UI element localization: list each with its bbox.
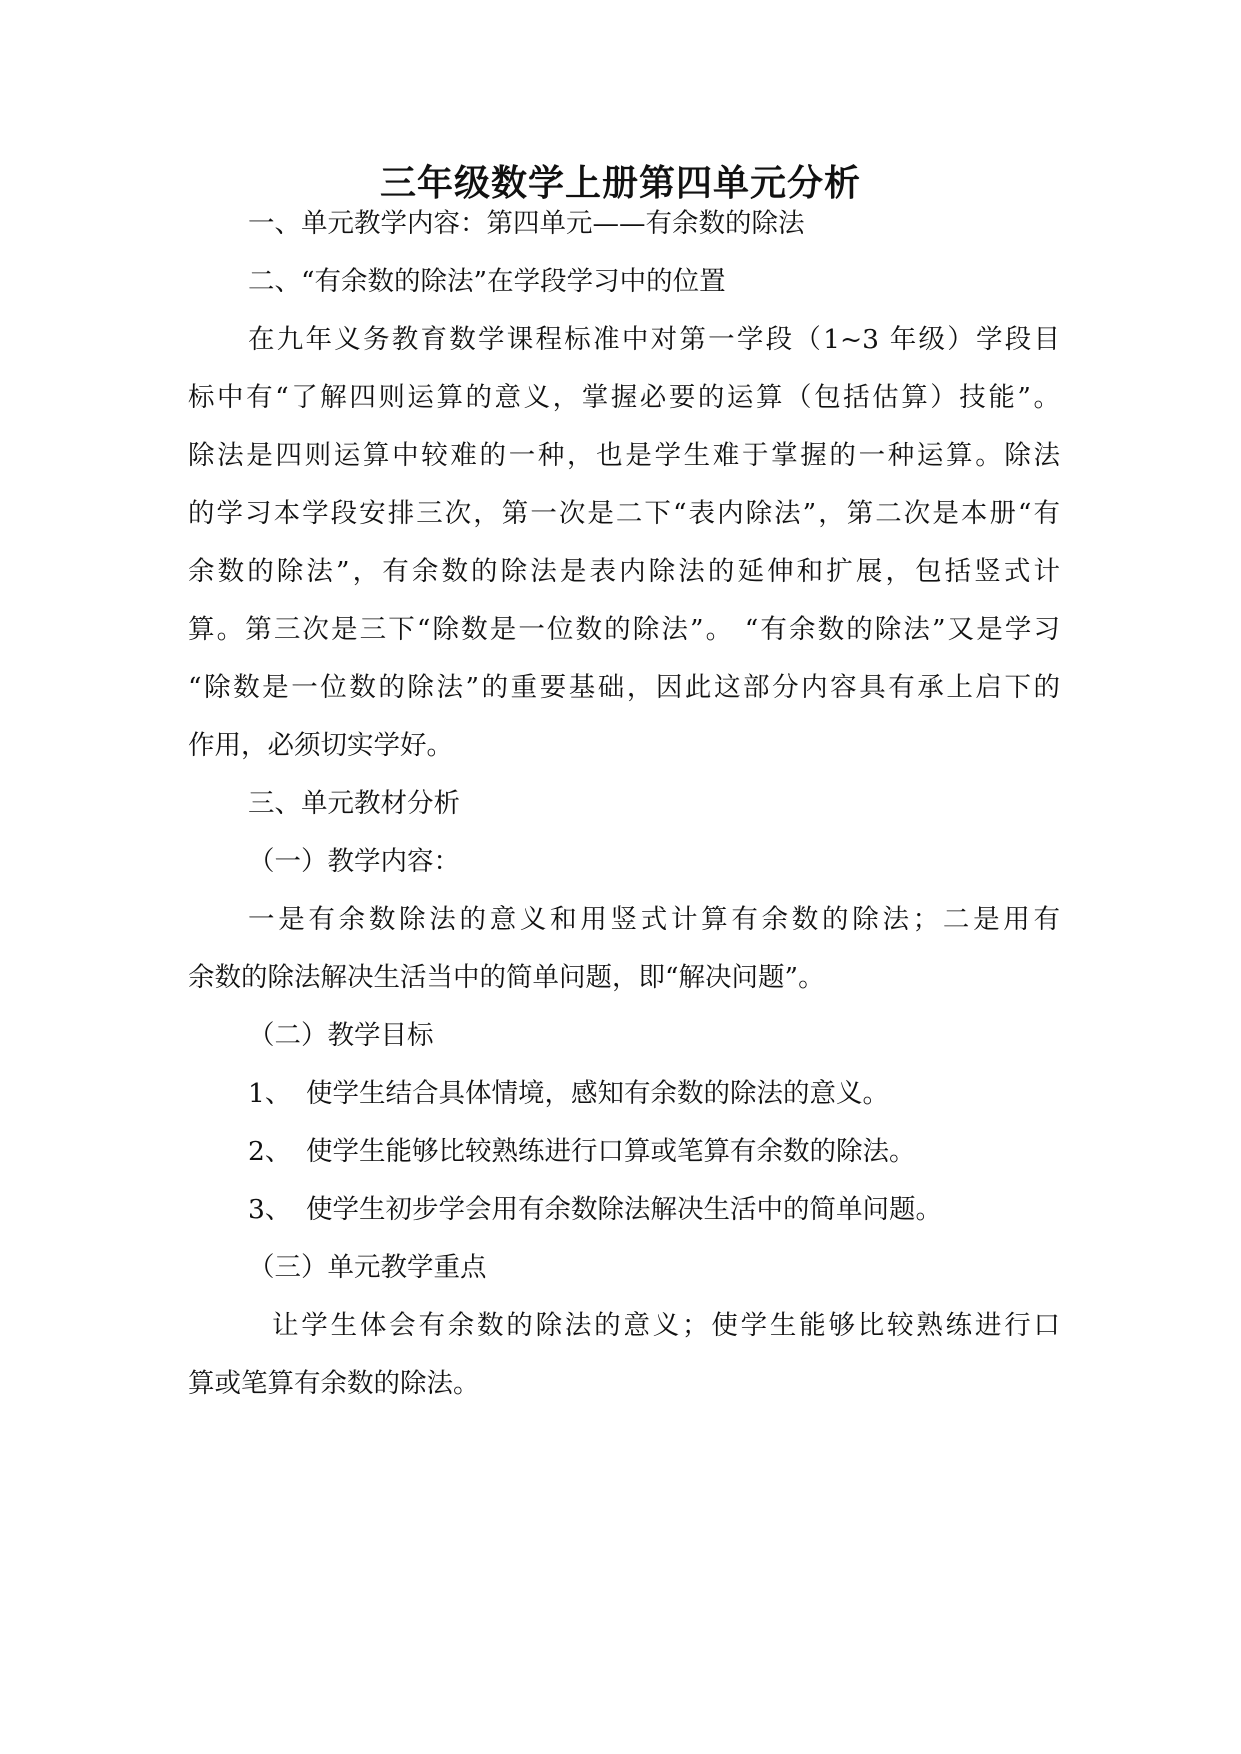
subsection-heading-3: （三）单元教学重点 (248, 1252, 487, 1283)
paragraph-line: 的学习本学段安排三次，第一次是二下“表内除法”，第二次是本册“有 (188, 498, 1060, 529)
paragraph-line: 算。第三次是三下“除数是一位数的除法”。 “有余数的除法”又是学习 (188, 614, 1060, 645)
goal-text: 使学生能够比较熟练进行口算或笔算有余数的除法。 (306, 1136, 916, 1167)
paragraph-line: 作用，必须切实学好。 (188, 730, 453, 761)
goal-number: 3、 (248, 1194, 292, 1225)
paragraph-line: 标中有“了解四则运算的意义，掌握必要的运算（包括估算）技能”。 (188, 382, 1060, 413)
paragraph-line: 余数的除法”，有余数的除法是表内除法的延伸和扩展，包括竖式计 (188, 556, 1060, 587)
section-heading-2: 二、“有余数的除法”在学段学习中的位置 (248, 266, 726, 297)
paragraph-line: 让学生体会有余数的除法的意义；使学生能够比较熟练进行口 (272, 1310, 1060, 1341)
goal-item (248, 1192, 1120, 1228)
paragraph-line: 余数的除法解决生活当中的简单问题，即“解决问题”。 (188, 962, 825, 993)
goal-item (248, 1076, 1120, 1112)
section-heading-3: 三、单元教材分析 (248, 788, 460, 819)
goal-number: 2、 (248, 1136, 292, 1167)
paragraph-line: 一是有余数除法的意义和用竖式计算有余数的除法；二是用有 (248, 904, 1060, 935)
paragraph-line: 除法是四则运算中较难的一种，也是学生难于掌握的一种运算。除法 (188, 440, 1060, 471)
section-heading-1: 一、单元教学内容：第四单元——有余数的除法 (248, 208, 805, 239)
subsection-heading-1: （一）教学内容： (248, 846, 460, 877)
paragraph-line: “除数是一位数的除法”的重要基础，因此这部分内容具有承上启下的 (188, 672, 1060, 703)
goal-text: 使学生初步学会用有余数除法解决生活中的简单问题。 (306, 1194, 942, 1225)
goal-item (248, 1134, 1120, 1170)
subsection-heading-2: （二）教学目标 (248, 1020, 434, 1051)
goal-number: 1、 (248, 1078, 292, 1109)
paragraph-line: 算或笔算有余数的除法。 (188, 1368, 480, 1399)
goal-text: 使学生结合具体情境，感知有余数的除法的意义。 (306, 1078, 889, 1109)
document-title: 三年级数学上册第四单元分析 (379, 162, 861, 204)
paragraph-line: 在九年义务教育数学课程标准中对第一学段（1~3 年级）学段目 (248, 324, 1060, 355)
